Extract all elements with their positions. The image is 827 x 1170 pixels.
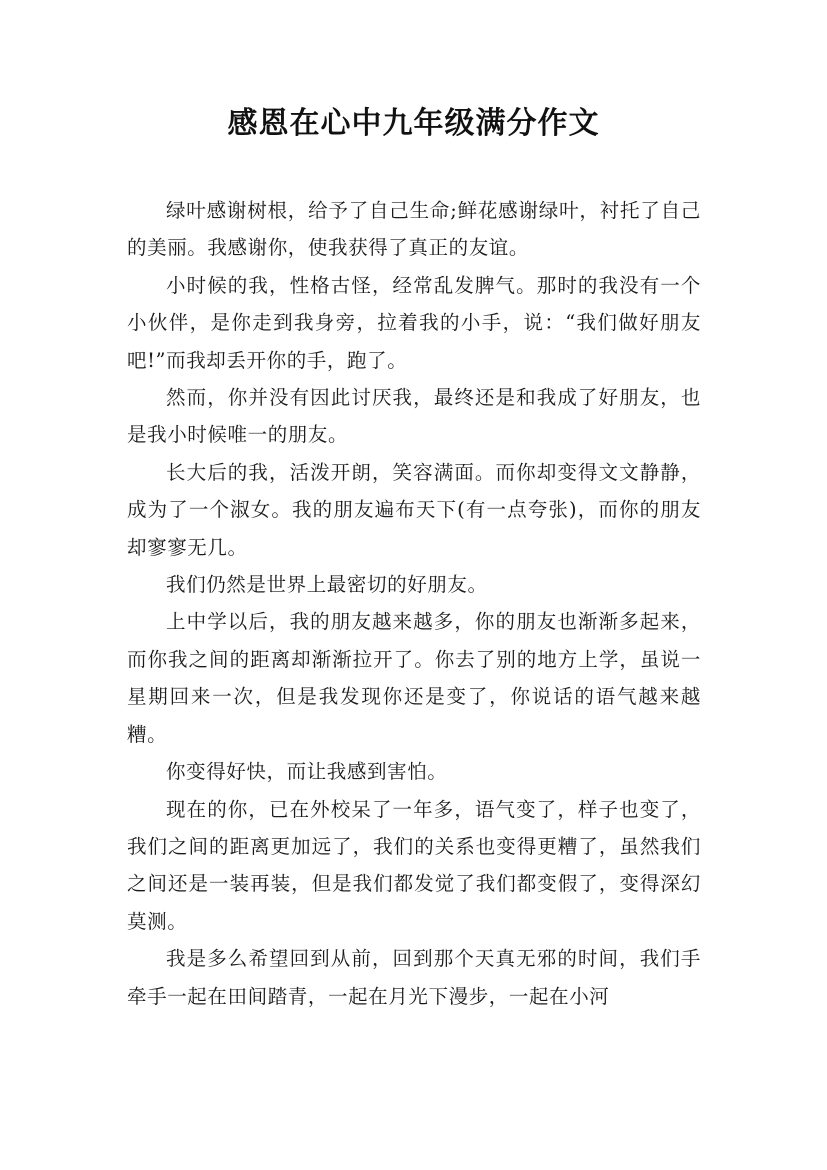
document-title: 感恩在心中九年级满分作文	[227, 106, 600, 141]
paragraph: 长大后的我，活泼开朗，笑容满面。而你却变得文文静静，成为了一个淑女。我的朋友遍布天下(有一点夸张)，而你的朋友却寥寥无几。	[127, 460, 701, 559]
paragraph: 我们仍然是世界上最密切的好朋友。	[166, 573, 488, 597]
paragraph: 你变得好快，而让我感到害怕。	[166, 760, 448, 784]
paragraph: 现在的你，已在外校呆了一年多，语气变了，样子也变了，我们之间的距离更加远了，我们的关系也变得更糟了，虽然我们之间还是一装再装，但是我们都发觉了我们都变假了，变得深幻莫测。	[127, 797, 701, 933]
paragraph: 然而，你并没有因此讨厌我，最终还是和我成了好朋友，也是我小时候唯一的朋友。	[127, 386, 701, 447]
paragraph: 上中学以后，我的朋友越来越多，你的朋友也渐渐多起来，而你我之间的距离却渐渐拉开了。你去了别的地方上学，虽说一星期回来一次，但是我发现你还是变了，你说话的语气越来越糟。	[127, 610, 701, 746]
paragraph: 绿叶感谢树根，给予了自己生命;鲜花感谢绿叶，衬托了自己的美丽。我感谢你，使我获得了真正的友谊。	[127, 199, 701, 260]
document-body	[127, 192, 701, 1015]
paragraph: 我是多么希望回到从前，回到那个天真无邪的时间，我们手牵手一起在田间踏青，一起在月光下漫步，一起在小河	[127, 947, 701, 1008]
paragraph: 小时候的我，性格古怪，经常乱发脾气。那时的我没有一个小伙伴，是你走到我身旁，拉着我的小手，说：“我们做好朋友吧!”而我却丢开你的手，跑了。	[127, 273, 701, 372]
